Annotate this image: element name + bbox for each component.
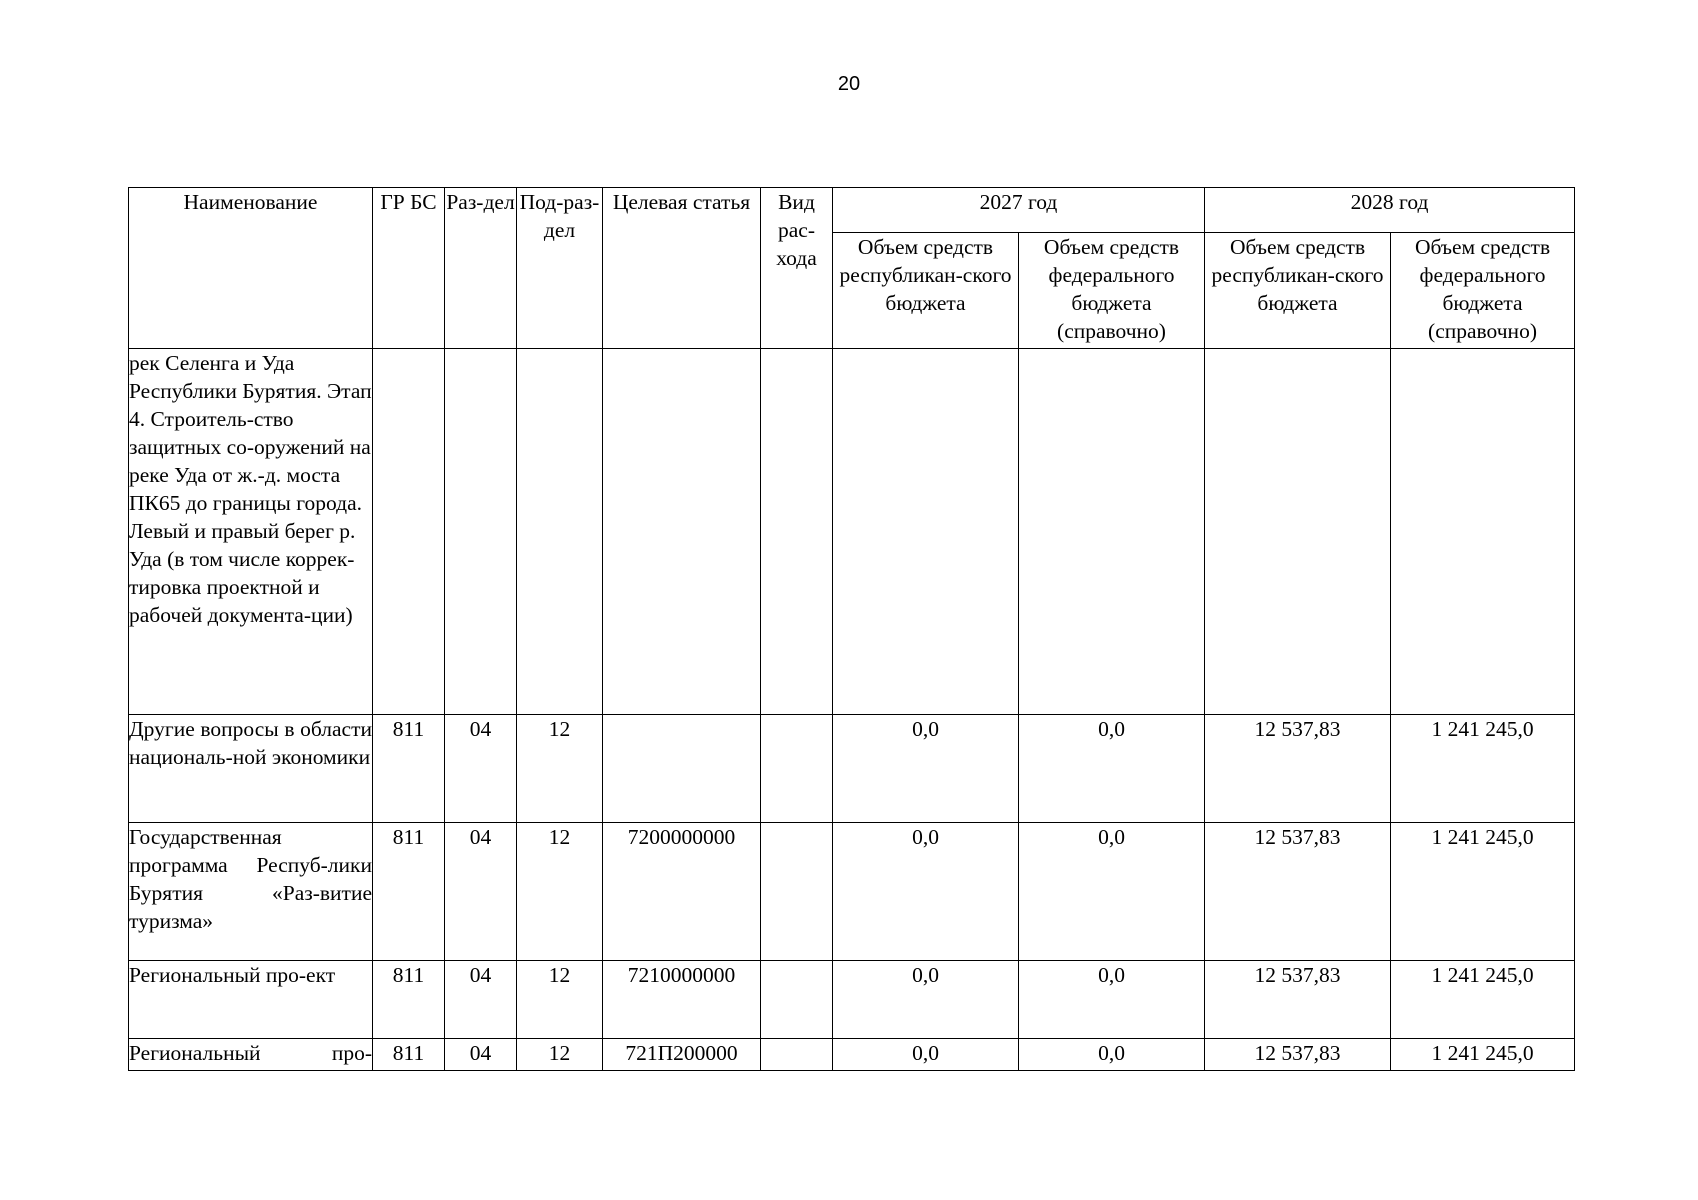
row-fed-2027: 0,0 (1019, 1039, 1205, 1071)
row-vid (761, 961, 833, 1039)
budget-table (128, 187, 1575, 1071)
row-rep-2028: 12 537,83 (1205, 961, 1391, 1039)
row-name: Государственная программа Респуб-лики Бурятия «Раз-витие туризма» (129, 823, 373, 961)
header-name: Наименование (129, 188, 373, 349)
table-row (129, 715, 1575, 823)
row-celevaya: 7200000000 (603, 823, 761, 961)
row-rep-2027: 0,0 (833, 715, 1019, 823)
header-fed-2027: Объем средств федерального бюджета (справочно) (1019, 233, 1205, 349)
row-celevaya: 7210000000 (603, 961, 761, 1039)
row-podrazdel: 12 (517, 715, 603, 823)
row-vid (761, 349, 833, 715)
row-vid (761, 1039, 833, 1071)
row-fed-2027: 0,0 (1019, 823, 1205, 961)
row-fed-2027: 0,0 (1019, 961, 1205, 1039)
row-razdel: 04 (445, 823, 517, 961)
header-rep-2027: Объем средств республикан-ского бюджета (833, 233, 1019, 349)
row-razdel: 04 (445, 961, 517, 1039)
header-fed-2028: Объем средств федерального бюджета (справочно) (1391, 233, 1575, 349)
header-podrazdel: Под-раз-дел (517, 188, 603, 349)
row-celevaya (603, 349, 761, 715)
row-podrazdel: 12 (517, 961, 603, 1039)
row-name: Региональный про-ект (129, 961, 373, 1039)
row-rep-2028 (1205, 349, 1391, 715)
row-fed-2028: 1 241 245,0 (1391, 715, 1575, 823)
page-number: 20 (837, 73, 861, 95)
row-fed-2027 (1019, 349, 1205, 715)
row-vid (761, 823, 833, 961)
row-fed-2028: 1 241 245,0 (1391, 1039, 1575, 1071)
row-celevaya (603, 715, 761, 823)
row-podrazdel (517, 349, 603, 715)
row-rep-2027: 0,0 (833, 823, 1019, 961)
row-rep-2028: 12 537,83 (1205, 715, 1391, 823)
row-razdel: 04 (445, 1039, 517, 1071)
row-name: рек Селенга и Уда Республики Бурятия. Этап 4. Строитель-ство защитных со-оружений на реке Уда от ж.-д. моста ПК65 до границы города. Левый и правый берег р. Уда (в том числе коррек-тировка проектной и рабочей документа-ции) (129, 349, 373, 715)
table-row (129, 1039, 1575, 1071)
header-rep-2028: Объем средств республикан-ского бюджета (1205, 233, 1391, 349)
table-row (129, 961, 1575, 1039)
row-name: Региональный про- (129, 1039, 373, 1071)
table-row (129, 349, 1575, 715)
table-row (129, 823, 1575, 961)
row-grbs: 811 (373, 961, 445, 1039)
header-year-2028: 2028 год (1205, 188, 1575, 233)
table-header (129, 188, 1575, 349)
row-podrazdel: 12 (517, 823, 603, 961)
row-name: Другие вопросы в области националь-ной экономики (129, 715, 373, 823)
row-rep-2028: 12 537,83 (1205, 1039, 1391, 1071)
table-body (129, 349, 1575, 1071)
row-razdel: 04 (445, 715, 517, 823)
row-rep-2027 (833, 349, 1019, 715)
row-fed-2028: 1 241 245,0 (1391, 823, 1575, 961)
row-rep-2027: 0,0 (833, 1039, 1019, 1071)
row-fed-2028 (1391, 349, 1575, 715)
row-rep-2028: 12 537,83 (1205, 823, 1391, 961)
row-grbs: 811 (373, 1039, 445, 1071)
row-fed-2027: 0,0 (1019, 715, 1205, 823)
row-rep-2027: 0,0 (833, 961, 1019, 1039)
row-fed-2028: 1 241 245,0 (1391, 961, 1575, 1039)
header-grbs: ГР БС (373, 188, 445, 349)
row-celevaya: 721П200000 (603, 1039, 761, 1071)
row-podrazdel: 12 (517, 1039, 603, 1071)
row-grbs (373, 349, 445, 715)
header-celevaya-statya: Целевая статья (603, 188, 761, 349)
row-razdel (445, 349, 517, 715)
header-razdel: Раз-дел (445, 188, 517, 349)
row-vid (761, 715, 833, 823)
row-grbs: 811 (373, 823, 445, 961)
header-year-2027: 2027 год (833, 188, 1205, 233)
row-grbs: 811 (373, 715, 445, 823)
header-vid-rashoda: Вид рас-хода (761, 188, 833, 349)
